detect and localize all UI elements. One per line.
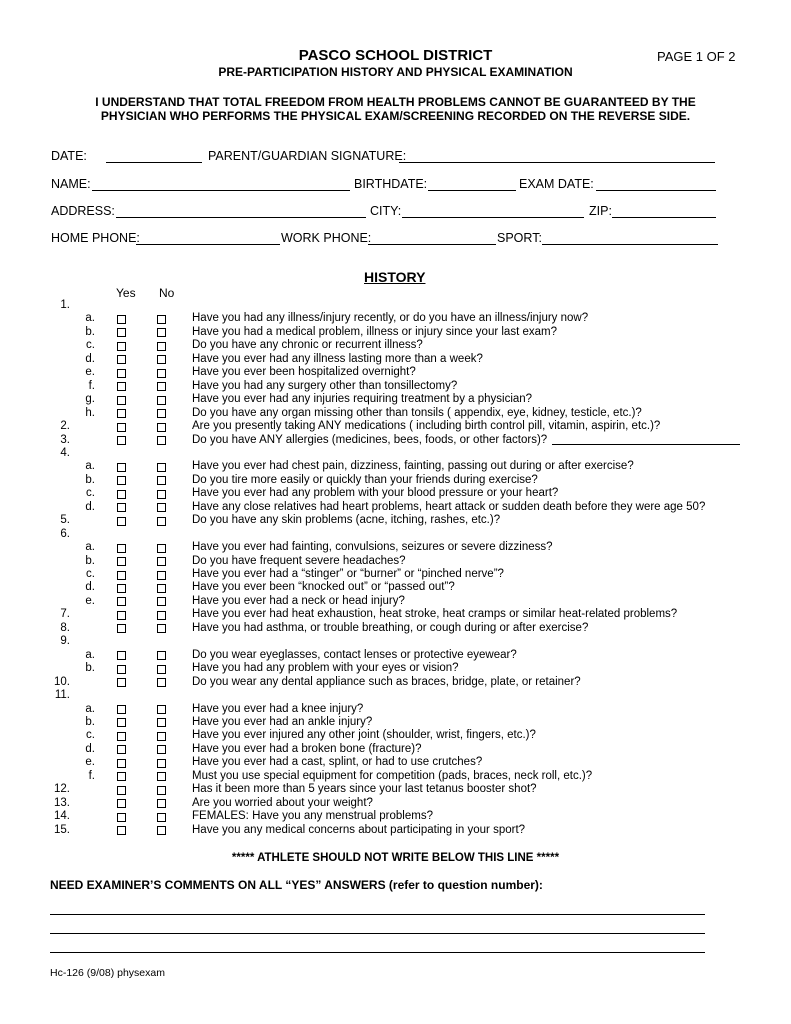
no-checkbox[interactable] <box>157 315 166 324</box>
question-number: 4. <box>60 446 70 459</box>
question-text: Have you ever had chest pain, dizziness, fainting, passing out during or after exercise? <box>192 460 634 473</box>
no-checkbox[interactable] <box>157 342 166 351</box>
no-checkbox[interactable] <box>157 799 166 808</box>
question-text: Have you had any surgery other than tonsillectomy? <box>192 379 458 392</box>
question-text: Have you ever been hospitalized overnight? <box>192 366 416 379</box>
question-number: 8. <box>60 621 70 634</box>
question-number: 14. <box>54 810 70 823</box>
question-sub-letter: b. <box>85 325 95 338</box>
history-heading: HISTORY <box>364 269 426 285</box>
question-text: Have you ever injured any other joint (shoulder, wrist, fingers, etc.)? <box>192 729 536 742</box>
yes-checkbox[interactable] <box>117 342 126 351</box>
no-checkbox[interactable] <box>157 544 166 553</box>
form-code: Hc-126 (9/08) physexam <box>50 967 165 979</box>
question-text: Have any close relatives had heart problems, heart attack or sudden death before they were age 50? <box>192 500 706 513</box>
no-checkbox[interactable] <box>157 557 166 566</box>
no-checkbox[interactable] <box>157 745 166 754</box>
yes-checkbox[interactable] <box>117 557 126 566</box>
yes-checkbox[interactable] <box>117 544 126 553</box>
yes-checkbox[interactable] <box>117 678 126 687</box>
no-checkbox[interactable] <box>157 355 166 364</box>
yes-checkbox[interactable] <box>117 705 126 714</box>
question-text: Have you ever had any injuries requiring treatment by a physician? <box>192 393 533 406</box>
question-text: Have you ever had any problem with your blood pressure or your heart? <box>192 487 559 500</box>
sport-label: SPORT: <box>497 231 542 245</box>
yes-checkbox[interactable] <box>117 409 126 418</box>
question-text: Have you had a medical problem, illness or injury since your last exam? <box>192 325 557 338</box>
form-subtitle: PRE-PARTICIPATION HISTORY AND PHYSICAL EXAMINATION <box>218 65 573 79</box>
question-number: 5. <box>60 514 70 527</box>
comment-line-3[interactable] <box>50 952 705 953</box>
yes-checkbox[interactable] <box>117 463 126 472</box>
home-phone-label: HOME PHONE: <box>51 231 140 245</box>
question-text: FEMALES: Have you any menstrual problems? <box>192 810 433 823</box>
no-checkbox[interactable] <box>157 597 166 606</box>
name-input-line[interactable] <box>92 190 350 191</box>
yes-checkbox[interactable] <box>117 436 126 445</box>
question-number: 11. <box>54 689 70 702</box>
question-number: 7. <box>60 608 70 621</box>
question-text: Do you have any skin problems (acne, itching, rashes, etc.)? <box>192 514 501 527</box>
question-sub-letter: d. <box>85 742 95 755</box>
question-sub-letter: d. <box>85 581 95 594</box>
date-label: DATE: <box>51 149 87 163</box>
no-checkbox[interactable] <box>157 436 166 445</box>
question-sub-letter: c. <box>86 487 95 500</box>
question-sub-letter: c. <box>86 568 95 580</box>
yes-checkbox[interactable] <box>117 423 126 432</box>
no-checkbox[interactable] <box>157 409 166 418</box>
question-number: 6. <box>60 527 70 540</box>
yes-checkbox[interactable] <box>117 396 126 405</box>
question-text: Have you any medical concerns about participating in your sport? <box>192 823 526 836</box>
yes-checkbox[interactable] <box>117 328 126 337</box>
no-checkbox[interactable] <box>157 517 166 526</box>
question-text: Have you ever had any illness lasting more than a week? <box>192 352 483 365</box>
yes-checkbox[interactable] <box>117 624 126 633</box>
question-sub-letter: d. <box>85 500 95 513</box>
zip-label: ZIP: <box>589 204 612 218</box>
question-text: Do you have any chronic or recurrent illness? <box>192 339 423 352</box>
yes-checkbox[interactable] <box>117 584 126 593</box>
question-text: Have you had asthma, or trouble breathing, or cough during or after exercise? <box>192 621 589 634</box>
question-sub-letter: e. <box>85 594 95 607</box>
no-checkbox[interactable] <box>157 786 166 795</box>
question-text: Have you had any problem with your eyes or vision? <box>192 662 459 675</box>
no-checkbox[interactable] <box>157 503 166 512</box>
no-checkbox[interactable] <box>157 624 166 633</box>
no-checkbox[interactable] <box>157 611 166 620</box>
question-text: Do you have ANY allergies (medicines, bees, foods, or other factors)? <box>192 433 548 446</box>
yes-checkbox[interactable] <box>117 490 126 499</box>
question-sub-letter: f. <box>88 379 95 392</box>
question-sub-letter: a. <box>85 312 95 325</box>
question-number: 13. <box>54 796 70 809</box>
question-text: Has it been more than 5 years since your last tetanus booster shot? <box>192 783 537 796</box>
page-indicator: PAGE 1 OF 2 <box>657 49 736 64</box>
yes-checkbox[interactable] <box>117 476 126 485</box>
no-checkbox[interactable] <box>157 369 166 378</box>
no-checkbox[interactable] <box>157 476 166 485</box>
comment-line-2[interactable] <box>50 933 705 934</box>
no-checkbox[interactable] <box>157 651 166 660</box>
question-text: Have you ever had heat exhaustion, heat stroke, heat cramps or similar heat-related problems? <box>192 608 678 621</box>
question-sub-letter: c. <box>86 339 95 352</box>
no-checkbox[interactable] <box>157 490 166 499</box>
yes-checkbox[interactable] <box>117 651 126 660</box>
yes-checkbox[interactable] <box>117 315 126 324</box>
parent-signature-input-line[interactable] <box>399 162 715 163</box>
no-column-header: No <box>159 286 175 300</box>
work-phone-input-line[interactable] <box>368 244 496 245</box>
question-number: 1. <box>60 299 70 311</box>
parent-signature-label: PARENT/GUARDIAN SIGNATURE: <box>208 149 407 163</box>
question-number: 9. <box>60 635 70 648</box>
name-label: NAME: <box>51 177 91 191</box>
question-sub-letter: e. <box>85 366 95 379</box>
yes-checkbox[interactable] <box>117 799 126 808</box>
no-checkbox[interactable] <box>157 813 166 822</box>
zip-input-line[interactable] <box>612 217 716 218</box>
question-number: 15. <box>54 823 70 836</box>
question-sub-letter: e. <box>85 756 95 769</box>
city-input-line[interactable] <box>402 217 584 218</box>
yes-checkbox[interactable] <box>117 826 126 835</box>
question-sub-letter: h. <box>85 406 95 419</box>
question-number: 10. <box>54 675 70 688</box>
question-text: Have you ever had fainting, convulsions, seizures or severe dizziness? <box>192 541 553 554</box>
yes-checkbox[interactable] <box>117 813 126 822</box>
exam-date-input-line[interactable] <box>596 190 716 191</box>
address-input-line[interactable] <box>116 217 366 218</box>
district-title: PASCO SCHOOL DISTRICT <box>298 47 493 64</box>
no-checkbox[interactable] <box>157 396 166 405</box>
question-sub-letter: b. <box>85 554 95 567</box>
question-sub-letter: a. <box>85 648 95 661</box>
birthdate-label: BIRTHDATE: <box>354 177 428 191</box>
yes-checkbox[interactable] <box>117 759 126 768</box>
no-checkbox[interactable] <box>157 759 166 768</box>
no-checkbox[interactable] <box>157 705 166 714</box>
no-checkbox[interactable] <box>157 584 166 593</box>
examiner-comments-label: NEED EXAMINER’S COMMENTS ON ALL “YES” ANSWERS (refer to question number): <box>50 878 543 892</box>
yes-checkbox[interactable] <box>117 503 126 512</box>
comment-line-1[interactable] <box>50 914 705 915</box>
yes-checkbox[interactable] <box>117 786 126 795</box>
question-text: Have you ever had a broken bone (fracture)? <box>192 742 422 755</box>
question-text: Do you have frequent severe headaches? <box>192 554 406 567</box>
disclaimer-line-1: I UNDERSTAND THAT TOTAL FREEDOM FROM HEALTH PROBLEMS CANNOT BE GUARANTEED BY THE <box>95 95 696 109</box>
question-text: Do you wear eyeglasses, contact lenses or protective eyewear? <box>192 648 517 661</box>
question-sub-letter: b. <box>85 473 95 486</box>
yes-checkbox[interactable] <box>117 772 126 781</box>
question-text: Have you ever had a cast, splint, or had to use crutches? <box>192 756 483 769</box>
question-number: 12. <box>54 783 70 796</box>
question-number: 2. <box>60 420 70 433</box>
question-text: Have you ever had a neck or head injury? <box>192 594 405 607</box>
question-text: Do you tire more easily or quickly than your friends during exercise? <box>192 473 538 486</box>
question-sub-letter: d. <box>85 352 95 365</box>
no-checkbox[interactable] <box>157 382 166 391</box>
question-text: Have you had any illness/injury recently, or do you have an illness/injury now? <box>192 312 589 325</box>
yes-checkbox[interactable] <box>117 597 126 606</box>
yes-column-header: Yes <box>116 286 136 300</box>
question-text: Must you use special equipment for competition (pads, braces, neck roll, etc.)? <box>192 769 593 782</box>
question-sub-letter: g. <box>85 393 95 406</box>
no-checkbox[interactable] <box>157 665 166 674</box>
question-text: Have you ever been “knocked out” or “passed out”? <box>192 581 455 594</box>
home-phone-input-line[interactable] <box>136 244 280 245</box>
allergy-details-input-line[interactable] <box>552 444 740 445</box>
no-checkbox[interactable] <box>157 328 166 337</box>
birthdate-input-line[interactable] <box>428 190 516 191</box>
no-checkbox[interactable] <box>157 732 166 741</box>
yes-checkbox[interactable] <box>117 517 126 526</box>
question-sub-letter: a. <box>85 541 95 554</box>
question-text: Do you wear any dental appliance such as braces, bridge, plate, or retainer? <box>192 675 581 688</box>
no-checkbox[interactable] <box>157 678 166 687</box>
no-checkbox[interactable] <box>157 826 166 835</box>
yes-checkbox[interactable] <box>117 382 126 391</box>
no-checkbox[interactable] <box>157 571 166 580</box>
yes-checkbox[interactable] <box>117 355 126 364</box>
athlete-notice: ***** ATHLETE SHOULD NOT WRITE BELOW THIS LINE ***** <box>231 852 560 864</box>
address-label: ADDRESS: <box>51 204 115 218</box>
question-text: Are you worried about your weight? <box>192 796 373 809</box>
question-text: Have you ever had an ankle injury? <box>192 715 373 728</box>
question-text: Do you have any organ missing other than tonsils ( appendix, eye, kidney, testicle, etc.)? <box>192 406 642 419</box>
question-text: Have you ever had a knee injury? <box>192 702 364 715</box>
question-sub-letter: c. <box>86 729 95 742</box>
question-sub-letter: a. <box>85 460 95 473</box>
question-number: 3. <box>60 433 70 446</box>
work-phone-label: WORK PHONE: <box>281 231 372 245</box>
question-sub-letter: b. <box>85 662 95 675</box>
no-checkbox[interactable] <box>157 718 166 727</box>
yes-checkbox[interactable] <box>117 571 126 580</box>
yes-checkbox[interactable] <box>117 369 126 378</box>
date-input-line[interactable] <box>106 162 202 163</box>
no-checkbox[interactable] <box>157 463 166 472</box>
question-text: Have you ever had a “stinger” or “burner” or “pinched nerve”? <box>192 568 504 580</box>
yes-checkbox[interactable] <box>117 611 126 620</box>
yes-checkbox[interactable] <box>117 732 126 741</box>
disclaimer-line-2: PHYSICIAN WHO PERFORMS THE PHYSICAL EXAM/SCREENING RECORDED ON THE REVERSE SIDE. <box>100 109 691 123</box>
yes-checkbox[interactable] <box>117 718 126 727</box>
question-sub-letter: f. <box>88 769 95 782</box>
question-text: Are you presently taking ANY medications ( including birth control pill, vitamin, aspirin, etc.)? <box>192 420 661 433</box>
no-checkbox[interactable] <box>157 772 166 781</box>
sport-input-line[interactable] <box>542 244 718 245</box>
question-sub-letter: a. <box>85 702 95 715</box>
question-sub-letter: b. <box>85 715 95 728</box>
no-checkbox[interactable] <box>157 423 166 432</box>
exam-date-label: EXAM DATE: <box>519 177 594 191</box>
yes-checkbox[interactable] <box>117 665 126 674</box>
city-label: CITY: <box>370 204 402 218</box>
yes-checkbox[interactable] <box>117 745 126 754</box>
